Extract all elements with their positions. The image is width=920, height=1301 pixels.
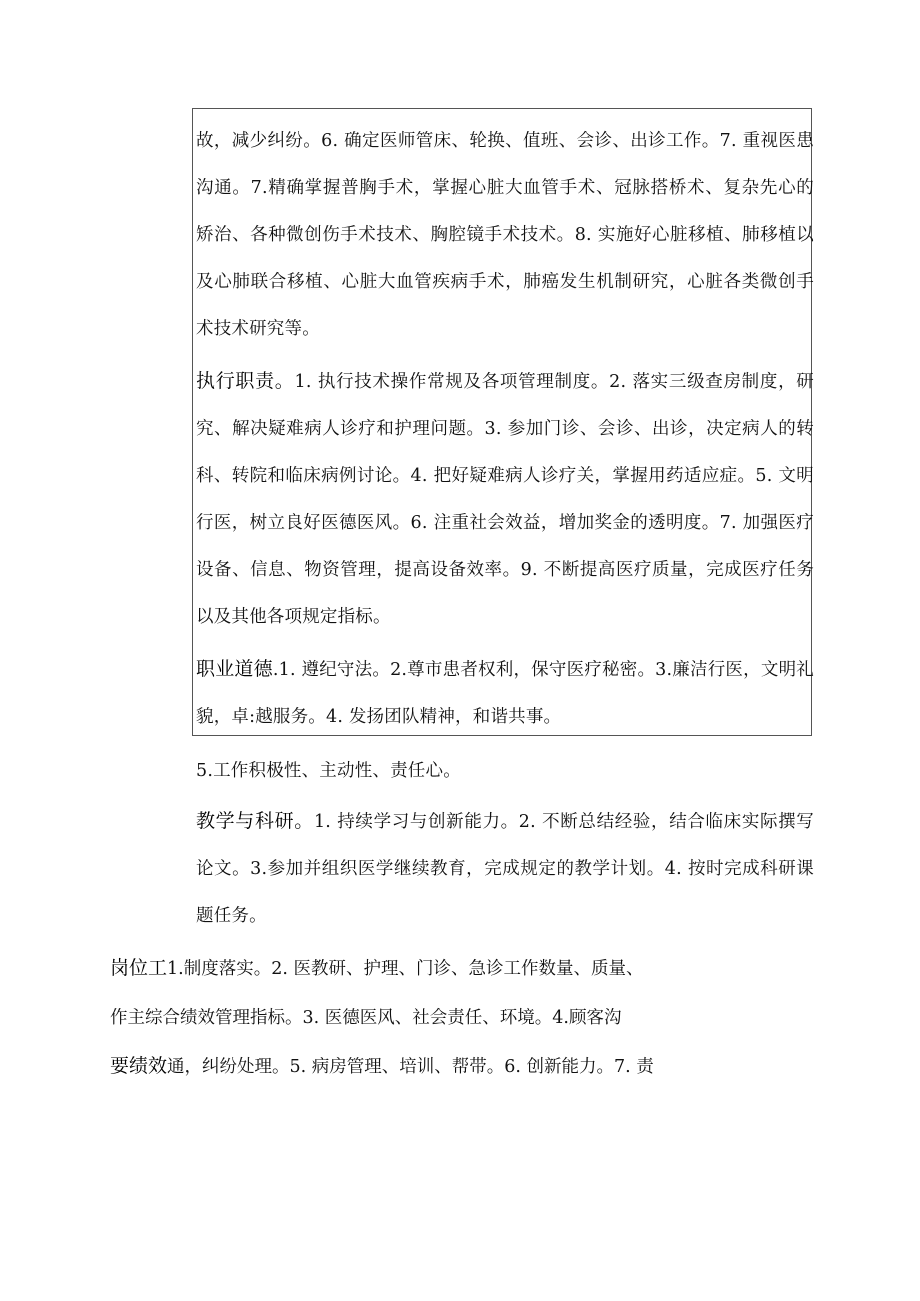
performance-row-3-text: 通，纠纷处理。5. 病房管理、培训、帮带。6. 创新能力。7. 责 — [167, 1057, 654, 1077]
performance-row-1-text: 1.制度落实。2. 医教研、护理、门诊、急诊工作数量、质量、 — [167, 959, 644, 979]
performance-label-part1: 岗位工 — [110, 957, 168, 979]
ethics-continuation — [196, 748, 814, 795]
teaching-text: 1. 持续学习与创新能力。2. 不断总结经验，结合临床实际撰写论文。3.参加并组织医学继续教育，完成规定的教学计划。4. 按时完成科研课题任务。 — [196, 812, 814, 926]
performance-row-1 — [110, 956, 643, 981]
performance-row-3 — [110, 1054, 654, 1079]
performance-row-2 — [110, 1006, 621, 1030]
responsibility-paragraph — [196, 118, 814, 353]
performance-label-part2: 要绩效 — [110, 1055, 168, 1077]
duty-heading: 执行职责。 — [196, 370, 295, 392]
ethics-heading: 职业道德 — [196, 658, 273, 680]
ethics-continuation-text: 5.工作积极性、主动性、责任心。 — [196, 761, 461, 781]
ethics-text: .1. 遵纪守法。2.尊市患者权利，保守医疗秘密。3.廉洁行医，文明礼貌，卓:越服务。4. 发扬团队精神，和谐共事。 — [196, 660, 814, 727]
duty-paragraph — [196, 358, 814, 641]
performance-row-2-text: 作主综合绩效管理指标。3. 医德医风、社会责任、环境。4.顾客沟 — [110, 1008, 622, 1028]
teaching-heading: 教学与科研。 — [196, 810, 314, 832]
duty-text: 1. 执行技术操作常规及各项管理制度。2. 落实三级查房制度，研究、解决疑难病人诊疗和护理问题。3. 参加门诊、会诊、出诊，决定病人的转科、转院和临床病例讨论。4. 把好疑难病人诊疗关，掌握用药适应症。5. 文明行医，树立良好医德医风。6. 注重社会效益，增加奖金的透明度。7. 加强医疗设备、信息、物资管理，提高设备效率。9. 不断提高医疗质量，完成医疗任务以及其他各项规定指标。 — [196, 372, 814, 627]
ethics-paragraph — [196, 646, 814, 741]
responsibility-text: 故，减少纠纷。6. 确定医师管床、轮换、值班、会诊、出诊工作。7. 重视医患沟通。7.精确掌握普胸手术，掌握心脏大血管手术、冠脉搭桥术、复杂先心的矫治、各种微创伤手术技术、胸腔镜手术技术。8. 实施好心脏移植、肺移植以及心肺联合移植、心脏大血管疾病手术，肺癌发生机制研究，心脏各类微创手术技术研究等。 — [196, 131, 814, 339]
teaching-paragraph — [196, 798, 814, 940]
